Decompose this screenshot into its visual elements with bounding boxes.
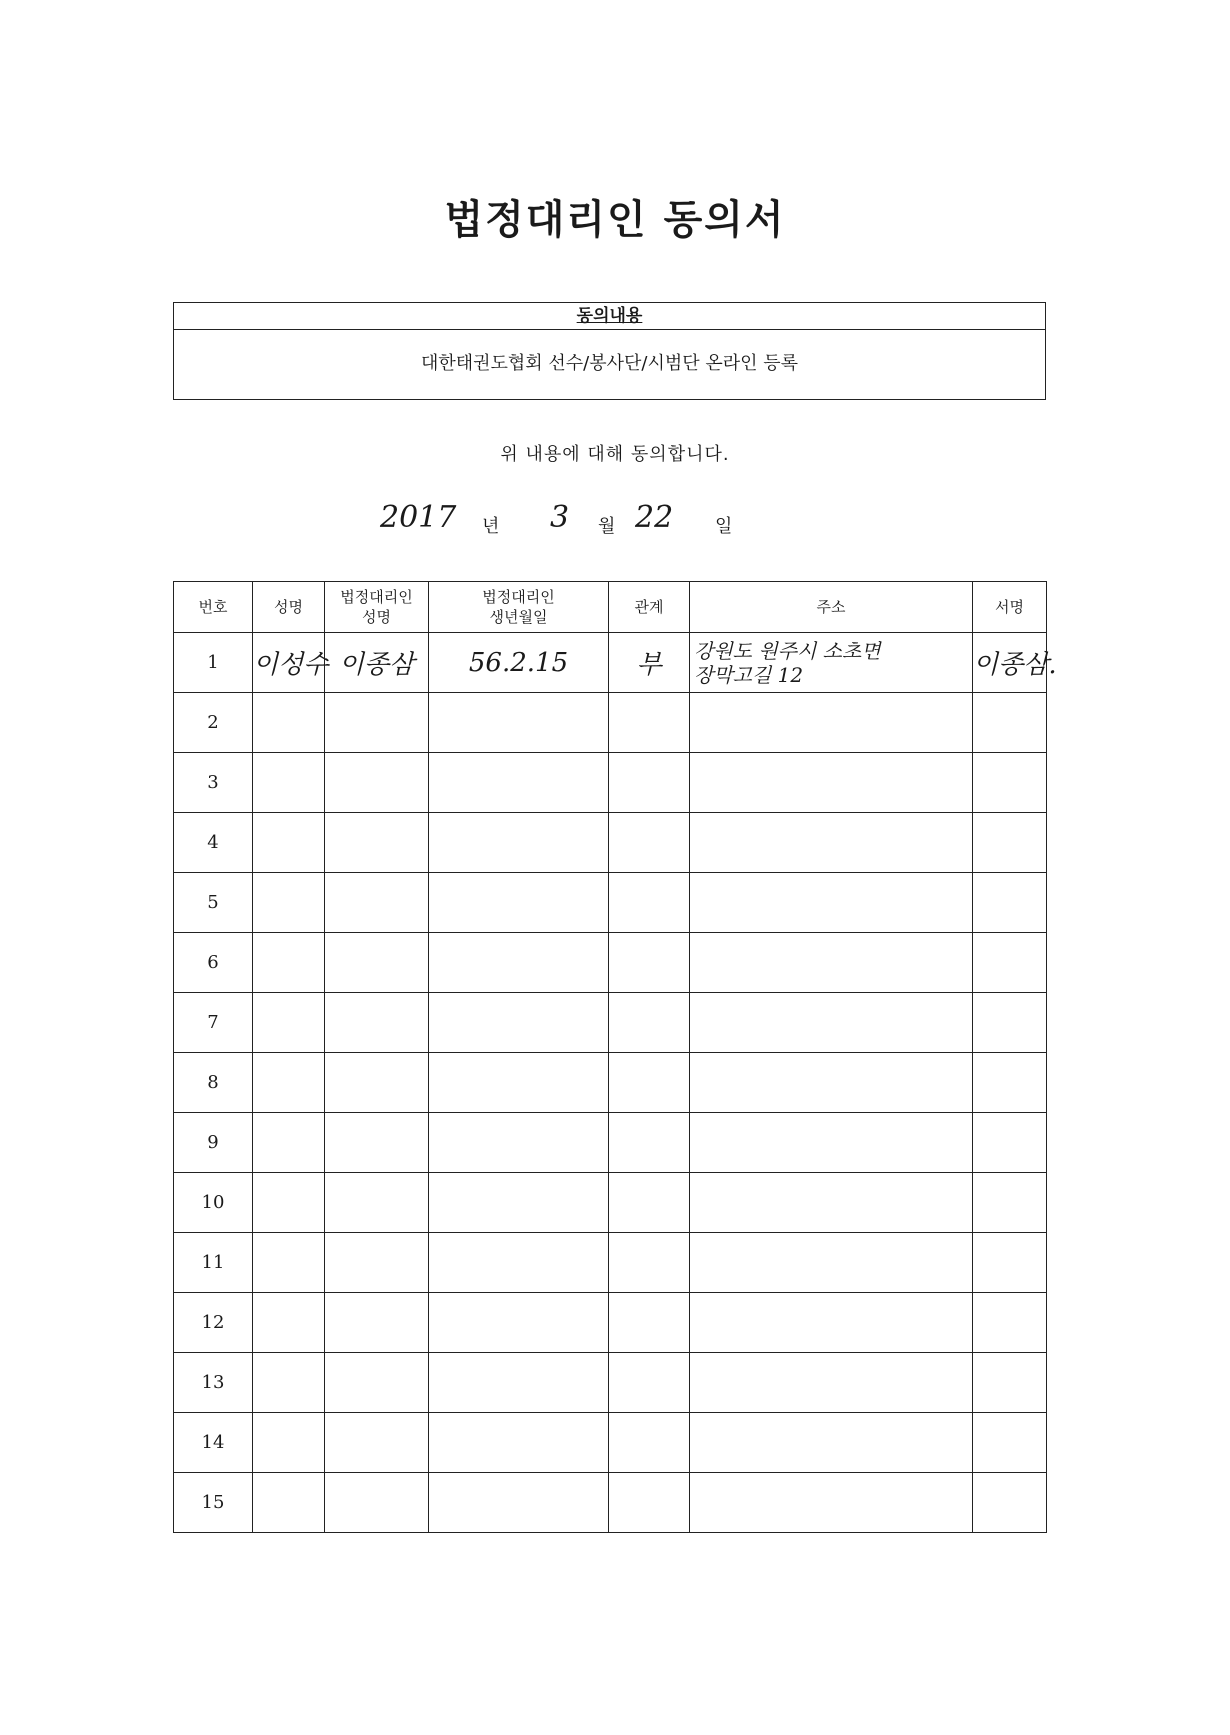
row-name: [253, 933, 325, 993]
table-header-row: [174, 582, 1047, 633]
row-number: 7: [174, 993, 253, 1053]
row-rep-name: [325, 693, 429, 753]
header-rep-birth-line2: 생년월일: [489, 608, 548, 626]
row-rep-name: [325, 1413, 429, 1473]
row-rep-birth: [429, 813, 609, 873]
date-day-label: 일: [715, 516, 733, 537]
row-signature: [973, 1413, 1047, 1473]
row-relation: [609, 993, 690, 1053]
consent-content-box: [173, 302, 1046, 400]
row-name: [253, 1413, 325, 1473]
row-name: 이성수: [253, 633, 325, 693]
row-relation: [609, 753, 690, 813]
row-relation: [609, 693, 690, 753]
table-row: [174, 813, 1047, 873]
row-address: [690, 1293, 973, 1353]
row-number: 6: [174, 933, 253, 993]
table-row: [174, 1293, 1047, 1353]
date-month-label: 월: [598, 516, 616, 537]
row-rep-name: [325, 933, 429, 993]
row-relation: [609, 1053, 690, 1113]
row-name: [253, 753, 325, 813]
row-rep-name: [325, 1473, 429, 1533]
row-address: [690, 873, 973, 933]
row-address: [690, 1053, 973, 1113]
header-rep-name-line1: 법정대리인: [340, 588, 413, 606]
row-number: 9: [174, 1113, 253, 1173]
row-name: [253, 1173, 325, 1233]
row-address: [690, 1413, 973, 1473]
row-rep-birth: 56.2.15: [429, 633, 609, 693]
row-relation: [609, 1473, 690, 1533]
row-rep-birth: [429, 1473, 609, 1533]
date-day: 22: [635, 500, 674, 535]
row-signature: [973, 1293, 1047, 1353]
row-rep-birth: [429, 693, 609, 753]
row-name: [253, 993, 325, 1053]
row-address: [690, 693, 973, 753]
row-address: [690, 993, 973, 1053]
header-rep-birth: [429, 582, 609, 633]
header-rep-birth-line1: 법정대리인: [482, 588, 555, 606]
row-address: [690, 1353, 973, 1413]
row-name: [253, 1353, 325, 1413]
row-rep-birth: [429, 1053, 609, 1113]
row-number: 13: [174, 1353, 253, 1413]
row-rep-name: [325, 1053, 429, 1113]
row-rep-name: [325, 1113, 429, 1173]
table-row: [174, 753, 1047, 813]
row-name: [253, 1053, 325, 1113]
table-row: [174, 933, 1047, 993]
row-rep-birth: [429, 1293, 609, 1353]
row-rep-birth: [429, 873, 609, 933]
row-rep-birth: [429, 1173, 609, 1233]
table-row: [174, 693, 1047, 753]
row-rep-name: [325, 753, 429, 813]
row-relation: [609, 1173, 690, 1233]
row-name: [253, 1473, 325, 1533]
table-row: [174, 1233, 1047, 1293]
row-relation: [609, 1113, 690, 1173]
row-number: 3: [174, 753, 253, 813]
row-rep-birth: [429, 993, 609, 1053]
row-name: [253, 813, 325, 873]
row-number: 2: [174, 693, 253, 753]
header-address: 주소: [690, 582, 973, 633]
table-row: [174, 1413, 1047, 1473]
row-rep-birth: [429, 753, 609, 813]
table-row: [174, 993, 1047, 1053]
row-rep-name: [325, 993, 429, 1053]
table-row: [174, 1113, 1047, 1173]
row-relation: 부: [609, 633, 690, 693]
row-address-line2: 장막고길 12: [694, 662, 804, 687]
row-rep-birth: [429, 1233, 609, 1293]
date-year: 2017: [380, 500, 457, 535]
table-row: [174, 1473, 1047, 1533]
consent-content-body: 대한태권도협회 선수/봉사단/시범단 온라인 등록: [420, 353, 799, 374]
consent-content-header: 동의내용: [174, 303, 1045, 330]
header-rep-name: [325, 582, 429, 633]
row-rep-name: [325, 1173, 429, 1233]
row-rep-birth: [429, 1413, 609, 1473]
header-number: 번호: [174, 582, 253, 633]
row-rep-birth: [429, 933, 609, 993]
row-rep-name: 이종삼: [325, 633, 429, 693]
header-signature: 서명: [973, 582, 1047, 633]
row-relation: [609, 1293, 690, 1353]
row-name: [253, 693, 325, 753]
row-rep-name: [325, 1293, 429, 1353]
row-number: 15: [174, 1473, 253, 1533]
header-name: 성명: [253, 582, 325, 633]
row-signature: [973, 1113, 1047, 1173]
row-relation: [609, 813, 690, 873]
date-year-label: 년: [482, 516, 500, 537]
row-number: 11: [174, 1233, 253, 1293]
row-rep-name: [325, 1233, 429, 1293]
row-rep-birth: [429, 1353, 609, 1413]
row-address: [690, 1233, 973, 1293]
row-rep-name: [325, 873, 429, 933]
row-relation: [609, 873, 690, 933]
document-title: 법정대리인 동의서: [444, 197, 786, 243]
row-signature: [973, 873, 1047, 933]
date-line: [380, 500, 860, 550]
table-row: [174, 1053, 1047, 1113]
agreement-statement: 위 내용에 대해 동의합니다.: [500, 444, 730, 465]
row-number: 14: [174, 1413, 253, 1473]
row-address: [690, 753, 973, 813]
table-row: [174, 633, 1047, 693]
row-rep-birth: [429, 1113, 609, 1173]
table-row: [174, 1173, 1047, 1233]
row-rep-name: [325, 813, 429, 873]
row-signature: [973, 813, 1047, 873]
row-relation: [609, 933, 690, 993]
header-rep-name-line2: 성명: [362, 608, 391, 626]
table-body: [174, 633, 1057, 1533]
row-rep-name: [325, 1353, 429, 1413]
table-row: [174, 873, 1047, 933]
header-relation: 관계: [609, 582, 690, 633]
row-signature: [973, 1173, 1047, 1233]
row-relation: [609, 1413, 690, 1473]
row-address: [690, 1173, 973, 1233]
row-number: 1: [174, 633, 253, 693]
row-signature: [973, 993, 1047, 1053]
row-signature: [973, 1473, 1047, 1533]
row-name: [253, 1233, 325, 1293]
row-name: [253, 1113, 325, 1173]
row-address: [690, 933, 973, 993]
row-address-line1: 강원도 원주시 소초면: [694, 638, 881, 663]
row-address: [690, 1473, 973, 1533]
representative-table: [173, 581, 1057, 1533]
row-name: [253, 873, 325, 933]
date-month: 3: [550, 500, 570, 535]
row-number: 8: [174, 1053, 253, 1113]
row-signature: [973, 1233, 1047, 1293]
row-signature: [973, 1353, 1047, 1413]
row-number: 5: [174, 873, 253, 933]
row-address: [690, 1113, 973, 1173]
row-number: 10: [174, 1173, 253, 1233]
row-name: [253, 1293, 325, 1353]
row-relation: [609, 1233, 690, 1293]
row-relation: [609, 1353, 690, 1413]
row-address: [690, 633, 973, 693]
row-signature: [973, 753, 1047, 813]
row-address: [690, 813, 973, 873]
table-row: [174, 1353, 1047, 1413]
row-signature: [973, 1053, 1047, 1113]
row-number: 12: [174, 1293, 253, 1353]
row-signature: [973, 693, 1047, 753]
row-number: 4: [174, 813, 253, 873]
row-signature: [973, 933, 1047, 993]
row-signature: 이종삼.: [973, 633, 1047, 693]
